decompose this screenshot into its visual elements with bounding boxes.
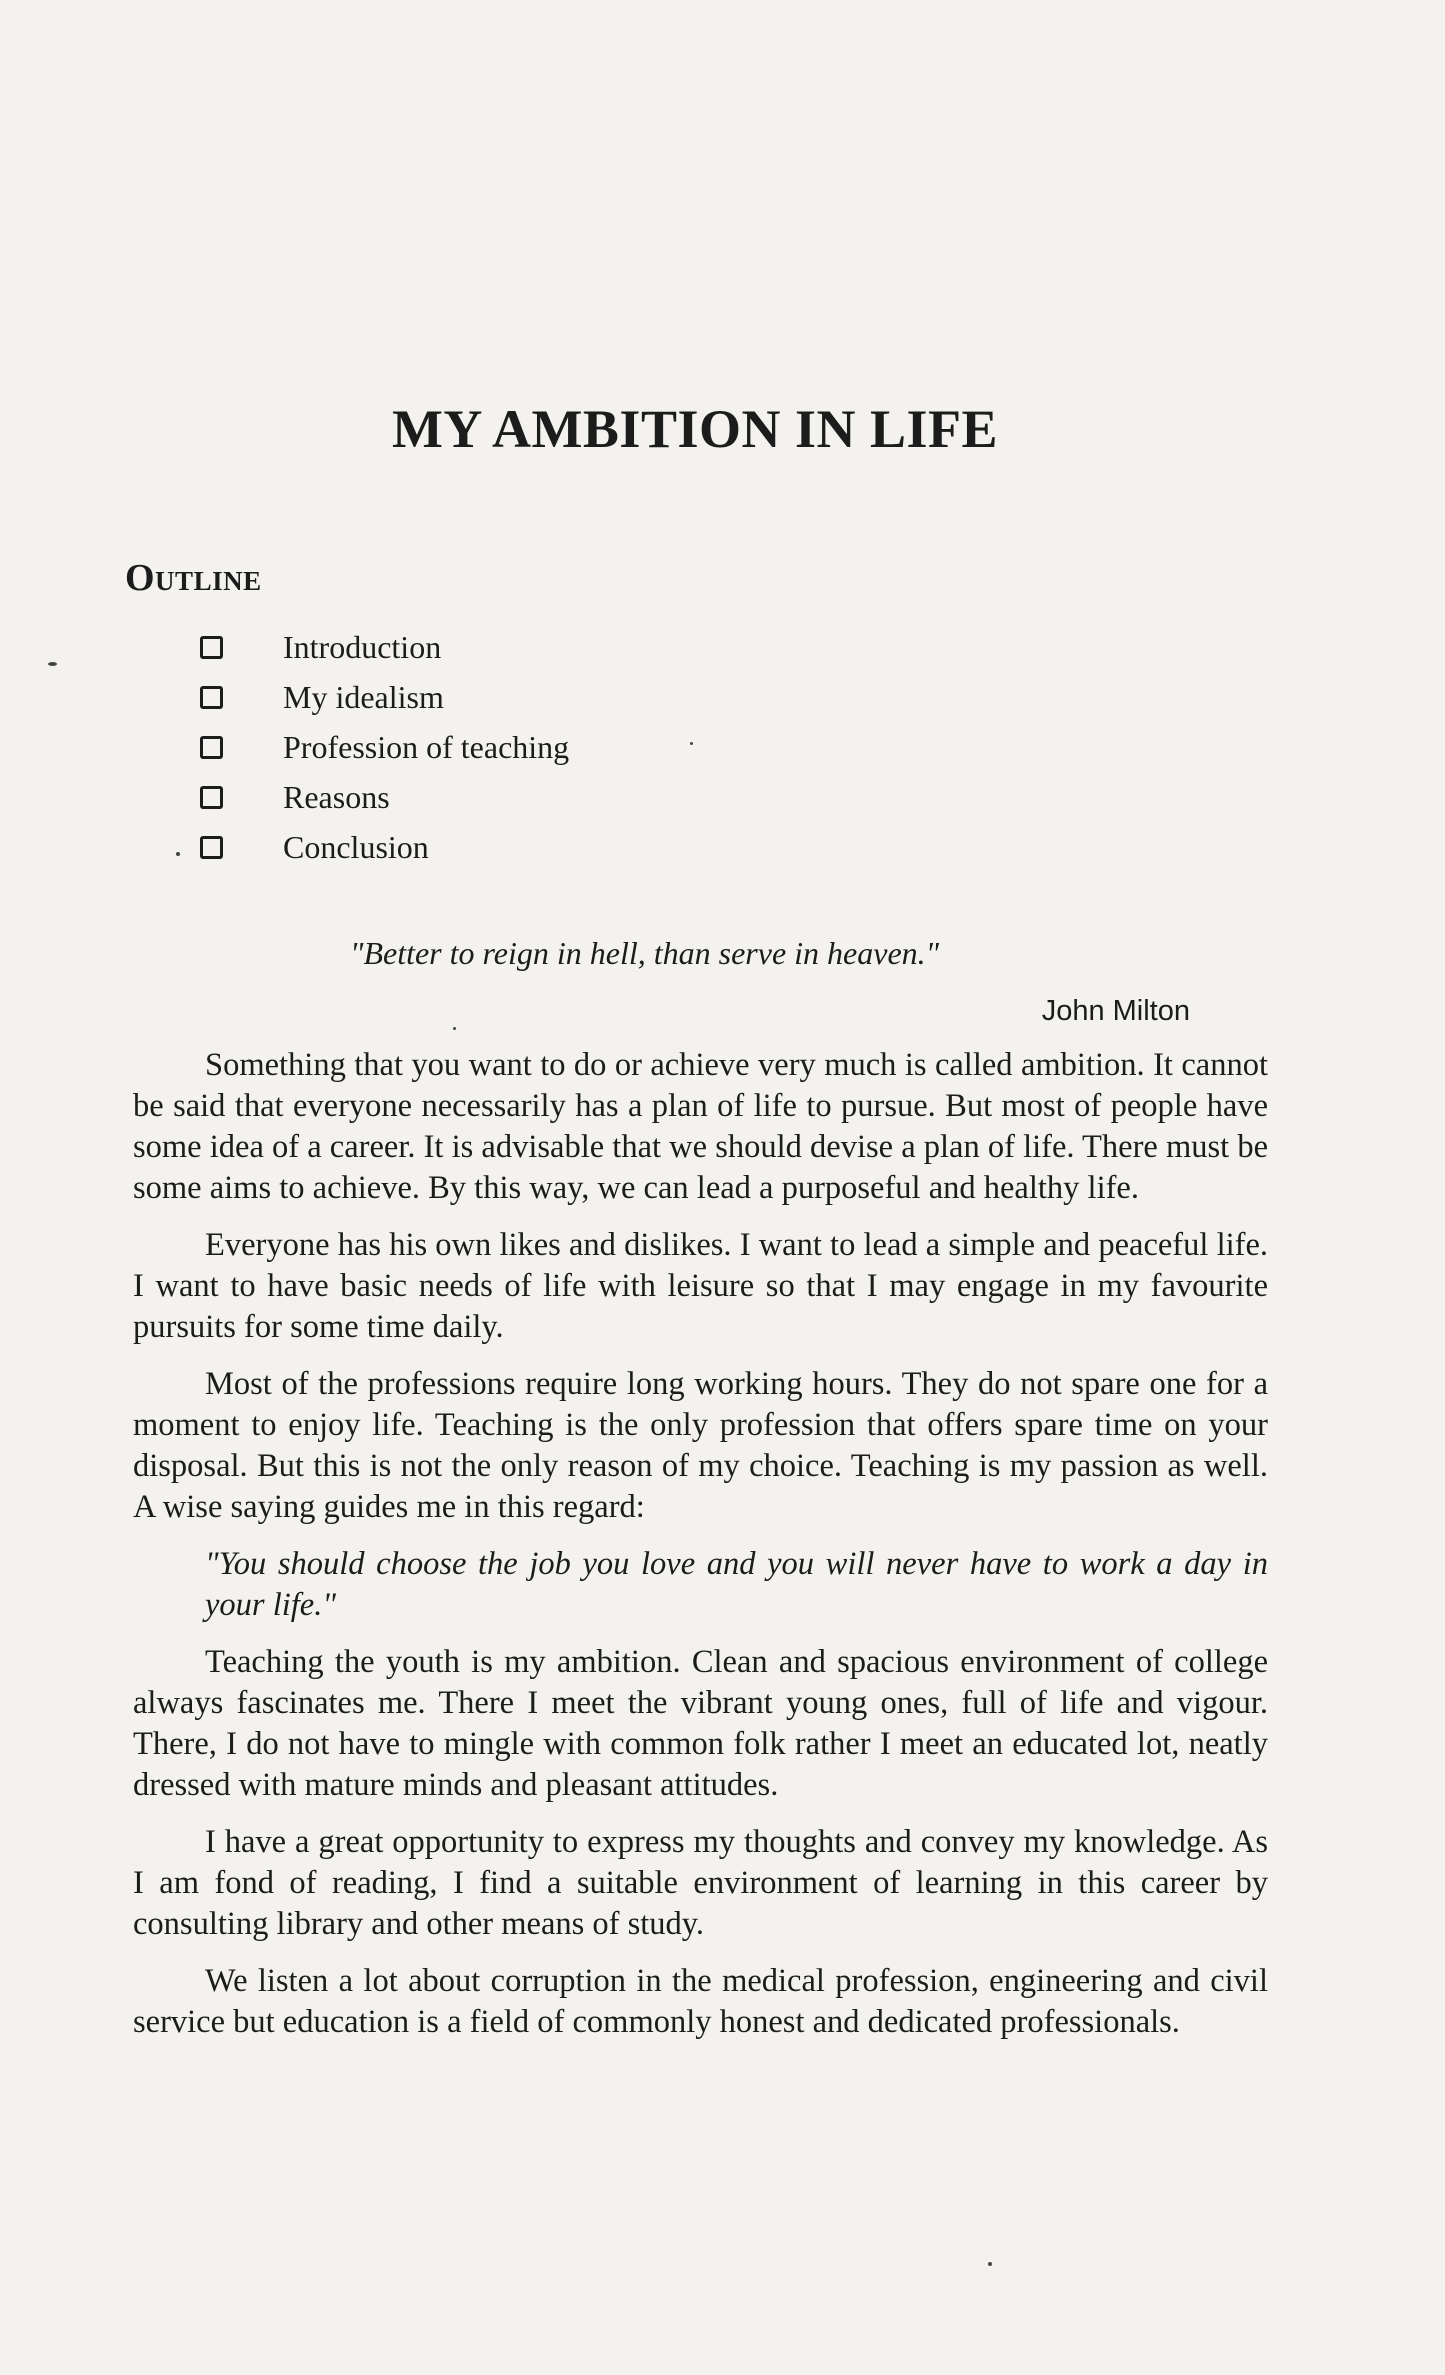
print-speck <box>690 742 693 745</box>
print-speck <box>48 662 57 666</box>
paragraph: Most of the professions require long working hours. They do not spare one for a moment to enjoy life. Teaching is the only profession that offers spare time on your disposal. But this is not the only reason of my choice. Teaching is my passion as well. A wise saying guides me in this regard: <box>133 1366 1268 1525</box>
print-speck <box>988 2262 992 2266</box>
checkbox-square-icon <box>200 636 223 659</box>
paragraph: I have a great opportunity to express my thoughts and convey my knowledge. As I am fond of reading, I find a suitable environment of learning in this career by consulting library and other means of study. <box>133 1824 1268 1942</box>
paragraph: Something that you want to do or achieve very much is called ambition. It cannot be said that everyone necessarily has a plan of life to pursue. But most of people have some idea of a career. It is advisable that we should devise a plan of life. There must be some aims to achieve. By this way, we can lead a purposeful and healthy life. <box>133 1047 1268 1206</box>
checkbox-square-icon <box>200 686 223 709</box>
outline-heading: Outline <box>125 557 262 599</box>
paragraph: Teaching the youth is my ambition. Clean and spacious environment of college always fascinates me. There I meet the vibrant young ones, full of life and vigour. There, I do not have to mingle with common folk rather I meet an educated lot, neatly dressed with mature minds and pleasant attitudes. <box>133 1644 1268 1803</box>
print-speck <box>176 852 180 856</box>
page-title: MY AMBITION IN LIFE <box>391 399 999 459</box>
block-quote: "You should choose the job you love and you will never have to work a day in your life." <box>205 1546 1268 1623</box>
outline-item-label: My idealism <box>283 678 444 715</box>
outline-item-label: Reasons <box>283 778 390 815</box>
outline-item <box>200 822 569 872</box>
checkbox-square-icon <box>200 836 223 859</box>
essay-body <box>133 1045 1268 2059</box>
epigraph-author: John Milton <box>1041 995 1190 1027</box>
outline-item-label: Introduction <box>283 628 442 665</box>
outline-item <box>200 722 569 772</box>
outline-item <box>200 772 569 822</box>
checkbox-square-icon <box>200 786 223 809</box>
checkbox-square-icon <box>200 736 223 759</box>
paragraph: Everyone has his own likes and dislikes. I want to lead a simple and peaceful life. I want to have basic needs of life with leisure so that I may engage in my favourite pursuits for some time daily. <box>133 1227 1268 1345</box>
outline-item-label: Conclusion <box>283 828 429 865</box>
print-speck <box>453 1027 456 1030</box>
outline-item <box>200 672 569 722</box>
outline-item <box>200 622 569 672</box>
paragraph: We listen a lot about corruption in the medical profession, engineering and civil service but education is a field of commonly honest and dedicated professionals. <box>133 1963 1268 2040</box>
outline-list <box>200 622 569 872</box>
outline-item-label: Profession of teaching <box>283 728 570 765</box>
epigraph-quote: "Better to reign in hell, than serve in heaven." <box>350 935 940 971</box>
